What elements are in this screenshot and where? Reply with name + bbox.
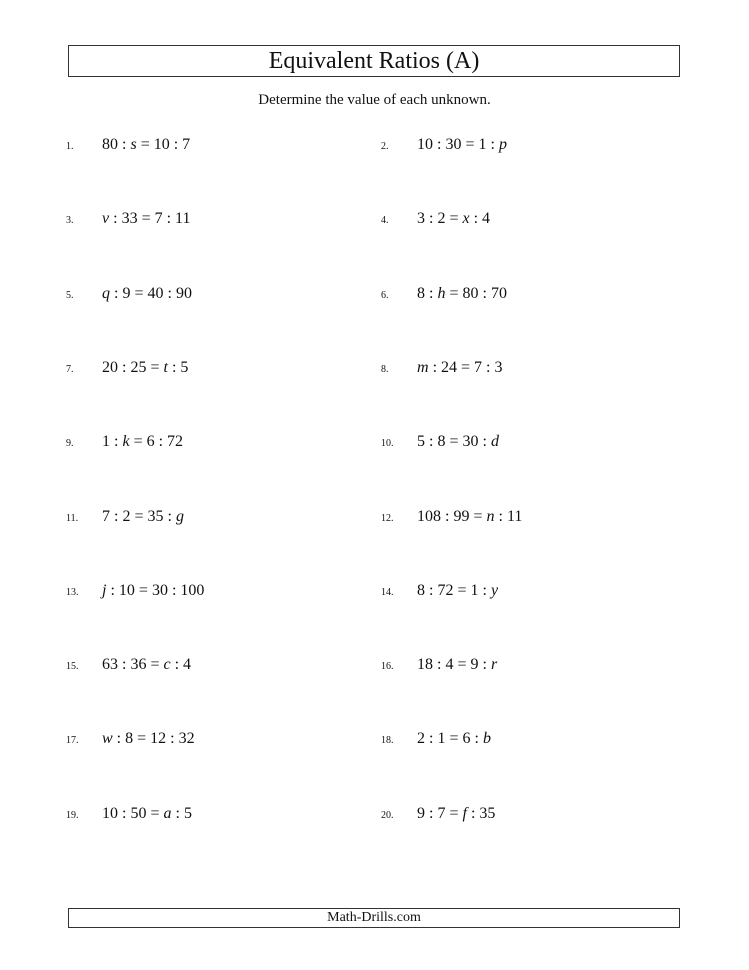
ratio-term: 8	[417, 582, 425, 599]
ratio-term: 63	[102, 656, 118, 673]
ratio-term: 11	[506, 508, 523, 525]
unknown-variable: v	[102, 210, 110, 227]
unknown-variable: d	[490, 433, 499, 450]
ratio-term: 80	[462, 285, 479, 302]
problem-item	[381, 433, 499, 453]
ratio-term: 1	[470, 582, 479, 599]
unknown-variable: n	[486, 508, 495, 525]
ratio-term: 35	[147, 508, 164, 525]
ratio-equation: 10 : 50 = a : 5	[102, 805, 192, 822]
ratio-equation: 8 : h = 80 : 70	[417, 285, 507, 302]
problem-item	[66, 210, 190, 230]
ratio-term: 30	[151, 582, 168, 599]
ratio-term: 72	[437, 582, 454, 599]
problem-item	[381, 359, 503, 379]
ratio-term: 6	[146, 433, 155, 450]
ratio-term: 8	[437, 433, 446, 450]
problem-item	[66, 433, 183, 453]
ratio-term: 5	[417, 433, 425, 450]
ratio-term: 1	[478, 136, 487, 153]
problem-number: 17.	[66, 735, 79, 746]
ratio-term: 25	[130, 359, 147, 376]
ratio-term: 50	[130, 805, 147, 822]
ratio-term: 10	[417, 136, 433, 153]
ratio-equation: m : 24 = 7 : 3	[417, 359, 503, 376]
problem-number: 7.	[66, 364, 74, 375]
ratio-term: 9	[122, 285, 131, 302]
unknown-variable: a	[163, 805, 172, 822]
ratio-term: 4	[482, 210, 491, 227]
ratio-term: 7	[182, 136, 191, 153]
problem-item	[66, 805, 192, 825]
unknown-variable: c	[163, 656, 171, 673]
ratio-equation: 1 : k = 6 : 72	[102, 433, 184, 450]
ratio-term: 5	[180, 359, 189, 376]
ratio-term: 4	[445, 656, 454, 673]
problem-number: 12.	[381, 513, 394, 524]
unknown-variable: j	[102, 582, 107, 599]
ratio-term: 20	[102, 359, 118, 376]
ratio-term: 30	[462, 433, 479, 450]
problem-number: 18.	[381, 735, 394, 746]
ratio-equation: 3 : 2 = x : 4	[417, 210, 491, 227]
ratio-term: 10	[153, 136, 170, 153]
ratio-term: 8	[417, 285, 425, 302]
ratio-term: 3	[417, 210, 425, 227]
problem-number: 13.	[66, 587, 79, 598]
ratio-equation: 7 : 2 = 35 : g	[102, 508, 184, 525]
worksheet-title: Equivalent Ratios (A)	[68, 45, 680, 77]
ratio-term: 7	[437, 805, 446, 822]
problem-item	[66, 730, 195, 750]
problem-number: 2.	[381, 141, 389, 152]
unknown-variable: f	[462, 805, 467, 822]
ratio-term: 9	[470, 656, 479, 673]
ratio-term: 12	[150, 730, 167, 747]
problem-number: 19.	[66, 810, 79, 821]
ratio-equation: 10 : 30 = 1 : p	[417, 136, 507, 153]
ratio-term: 2	[417, 730, 425, 747]
problem-item	[381, 656, 497, 676]
problem-item	[381, 285, 507, 305]
problem-item	[66, 582, 204, 602]
problem-number: 9.	[66, 438, 74, 449]
unknown-variable: g	[175, 508, 184, 525]
ratio-term: 18	[417, 656, 433, 673]
problem-number: 16.	[381, 661, 394, 672]
ratio-term: 72	[167, 433, 184, 450]
problem-number: 10.	[381, 438, 394, 449]
ratio-term: 11	[175, 210, 191, 227]
footer-brand: Math-Drills.com	[68, 908, 680, 928]
ratio-term: 5	[183, 805, 192, 822]
unknown-variable: t	[163, 359, 168, 376]
ratio-term: 30	[445, 136, 462, 153]
problem-item	[66, 508, 184, 528]
problem-number: 8.	[381, 364, 389, 375]
ratio-term: 40	[147, 285, 164, 302]
ratio-term: 100	[180, 582, 205, 599]
ratio-equation: q : 9 = 40 : 90	[102, 285, 192, 302]
ratio-term: 1	[102, 433, 110, 450]
problem-item	[381, 210, 490, 230]
ratio-equation: 63 : 36 = c : 4	[102, 656, 192, 673]
ratio-term: 10	[102, 805, 118, 822]
problem-number: 5.	[66, 290, 74, 301]
ratio-equation: v : 33 = 7 : 11	[102, 210, 191, 227]
unknown-variable: y	[490, 582, 499, 599]
problem-item	[66, 656, 191, 676]
ratio-term: 6	[462, 730, 471, 747]
ratio-term: 2	[437, 210, 446, 227]
ratio-equation: w : 8 = 12 : 32	[102, 730, 195, 747]
ratio-equation: j : 10 = 30 : 100	[102, 582, 205, 599]
unknown-variable: r	[490, 656, 498, 673]
problem-number: 15.	[66, 661, 79, 672]
unknown-variable: w	[102, 730, 113, 747]
ratio-term: 9	[417, 805, 425, 822]
unknown-variable: q	[102, 285, 110, 302]
ratio-term: 90	[175, 285, 192, 302]
ratio-term: 32	[178, 730, 195, 747]
problem-item	[381, 805, 495, 825]
ratio-equation: 80 : s = 10 : 7	[102, 136, 191, 153]
problem-number: 1.	[66, 141, 74, 152]
unknown-variable: x	[462, 210, 470, 227]
problem-item	[66, 285, 192, 305]
ratio-term: 36	[130, 656, 147, 673]
ratio-term: 10	[118, 582, 135, 599]
problem-item	[381, 730, 491, 750]
ratio-term: 7	[474, 359, 483, 376]
problem-item	[66, 359, 188, 379]
problem-number: 11.	[66, 513, 79, 524]
ratio-equation: 9 : 7 = f : 35	[417, 805, 496, 822]
unknown-variable: b	[482, 730, 491, 747]
ratio-term: 2	[122, 508, 131, 525]
problem-item	[66, 136, 190, 156]
ratio-term: 7	[154, 210, 163, 227]
ratio-term: 3	[494, 359, 503, 376]
unknown-variable: p	[498, 136, 507, 153]
problem-number: 14.	[381, 587, 394, 598]
problem-item	[381, 136, 507, 156]
unknown-variable: m	[417, 359, 429, 376]
ratio-equation: 108 : 99 = n : 11	[417, 508, 523, 525]
ratio-term: 80	[102, 136, 118, 153]
ratio-term: 7	[102, 508, 110, 525]
ratio-equation: 20 : 25 = t : 5	[102, 359, 189, 376]
ratio-term: 4	[183, 656, 192, 673]
problem-number: 4.	[381, 215, 389, 226]
ratio-term: 99	[453, 508, 470, 525]
problem-item	[381, 508, 522, 528]
unknown-variable: k	[122, 433, 130, 450]
ratio-term: 1	[437, 730, 446, 747]
ratio-equation: 5 : 8 = 30 : d	[417, 433, 499, 450]
unknown-variable: h	[437, 285, 446, 302]
ratio-equation: 8 : 72 = 1 : y	[417, 582, 499, 599]
ratio-term: 108	[417, 508, 441, 525]
ratio-equation: 18 : 4 = 9 : r	[417, 656, 498, 673]
ratio-term: 33	[121, 210, 138, 227]
ratio-term: 8	[125, 730, 134, 747]
problem-number: 6.	[381, 290, 389, 301]
ratio-term: 70	[490, 285, 507, 302]
ratio-term: 35	[479, 805, 496, 822]
instructions-text: Determine the value of each unknown.	[258, 92, 491, 108]
problem-item	[381, 582, 498, 602]
problem-number: 20.	[381, 810, 394, 821]
ratio-equation: 2 : 1 = 6 : b	[417, 730, 491, 747]
ratio-term: 24	[441, 359, 458, 376]
problem-number: 3.	[66, 215, 74, 226]
unknown-variable: s	[130, 136, 137, 153]
